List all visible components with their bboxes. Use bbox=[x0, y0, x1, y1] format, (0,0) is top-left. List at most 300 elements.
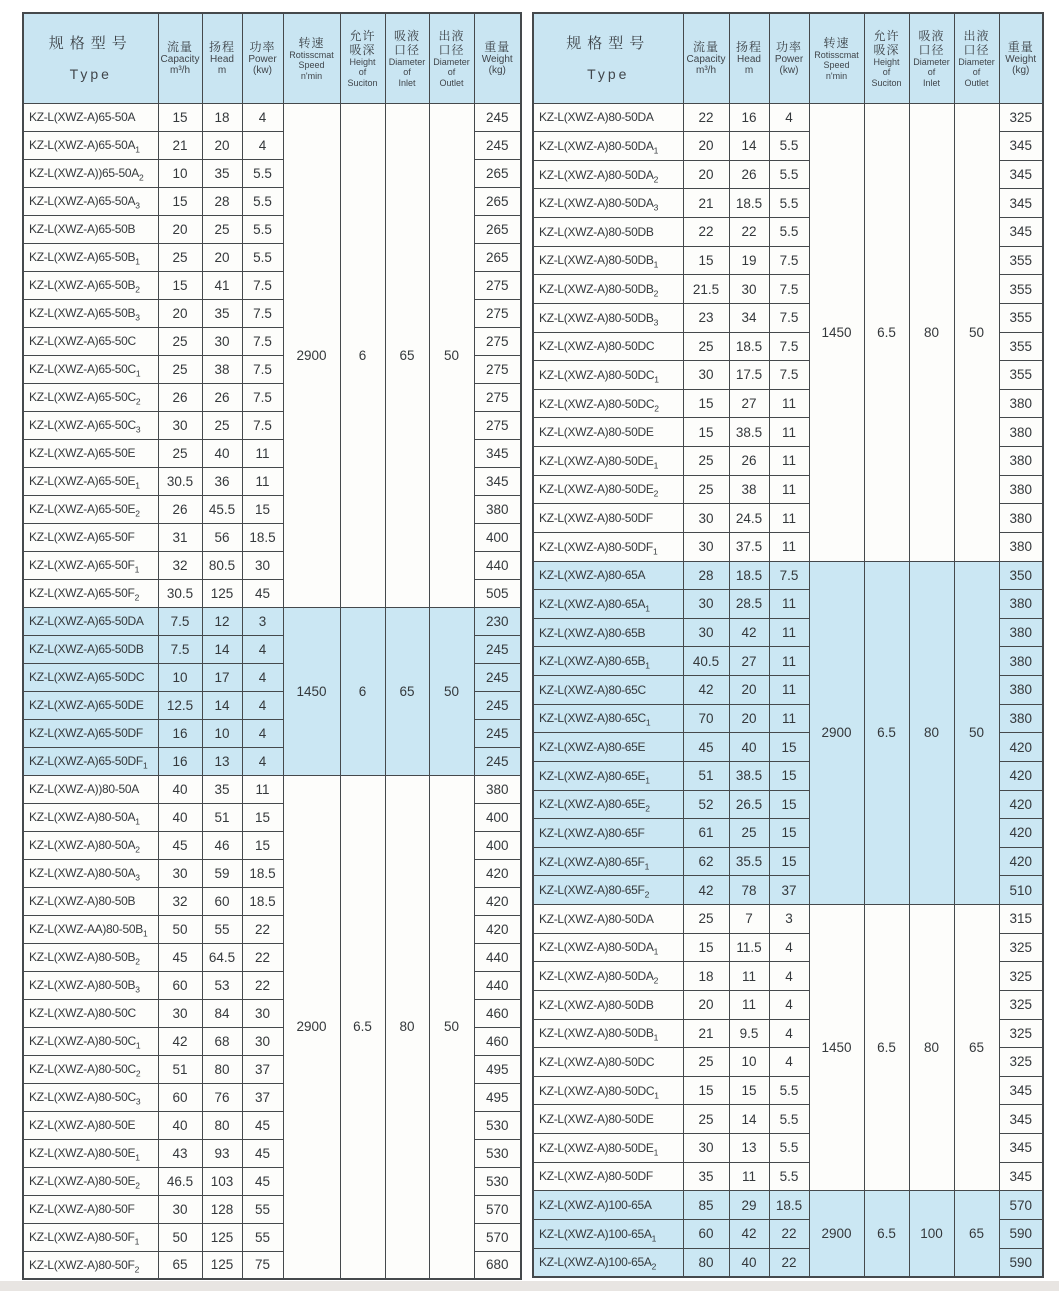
outlet-diameter-cell: 50 bbox=[429, 775, 474, 1279]
weight-cell: 355 bbox=[999, 275, 1043, 304]
head-cell: 27 bbox=[729, 647, 769, 676]
head-cell: 20 bbox=[202, 243, 242, 271]
model-subscript: 2 bbox=[135, 284, 140, 295]
outlet-diameter-cell: 50 bbox=[429, 607, 474, 775]
weight-cell: 440 bbox=[474, 971, 521, 999]
model-text: KZ-L(XWZ-A)80-50DE bbox=[539, 453, 654, 468]
model-text: KZ-L(XWZ-A)65-50DC bbox=[29, 670, 145, 684]
head-cell: 38 bbox=[729, 475, 769, 504]
weight-cell: 680 bbox=[474, 1251, 521, 1279]
head-cell: 16 bbox=[729, 103, 769, 132]
model-cell bbox=[23, 1223, 158, 1251]
model-cell bbox=[23, 551, 158, 579]
model-text: KZ-L(XWZ-A)80-50E bbox=[29, 1174, 136, 1188]
weight-cell: 245 bbox=[474, 691, 521, 719]
weight-cell: 325 bbox=[999, 962, 1043, 991]
model-text: KZ-L(XWZ-A)80-50C bbox=[29, 1034, 136, 1048]
col-header-capacity-line: Capacity bbox=[686, 53, 726, 65]
model-subscript: 1 bbox=[654, 374, 659, 385]
model-text: KZ-L(XWZ-A)65-50DA bbox=[29, 614, 144, 628]
header-row bbox=[533, 13, 1043, 103]
capacity-cell: 30.5 bbox=[158, 467, 202, 495]
model-text: KZ-L(XWZ-A)80-65C bbox=[539, 682, 646, 697]
capacity-cell: 15 bbox=[683, 389, 729, 418]
inlet-diameter-cell: 80 bbox=[909, 561, 954, 905]
col-header-outlet-diameter-line: Outlet bbox=[964, 77, 989, 88]
col-header-inlet-diameter-line: Diameter bbox=[388, 56, 426, 67]
col-header-speed-line: 转速 bbox=[298, 35, 325, 50]
model-text: KZ-L(XWZ-A)80-50DE bbox=[539, 1112, 654, 1127]
weight-cell: 495 bbox=[474, 1083, 521, 1111]
col-header-suction-height-line: 允许 bbox=[349, 28, 376, 43]
model-subscript: 3 bbox=[653, 202, 659, 213]
head-cell: 35.5 bbox=[729, 847, 769, 876]
head-cell: 24.5 bbox=[729, 504, 769, 533]
power-cell: 22 bbox=[242, 915, 283, 943]
model-cell bbox=[533, 447, 683, 476]
model-text: KZ-L(XWZ-A)65-50A bbox=[29, 194, 136, 208]
col-header-inlet-diameter-line: 吸液 bbox=[393, 28, 420, 43]
capacity-cell: 42 bbox=[683, 676, 729, 705]
model-cell bbox=[23, 943, 158, 971]
capacity-cell: 30 bbox=[158, 411, 202, 439]
head-cell: 78 bbox=[729, 876, 769, 905]
table-header bbox=[23, 13, 521, 103]
model-text: KZ-L(XWZ-A)80-50DC bbox=[539, 1054, 655, 1069]
head-cell: 22 bbox=[729, 218, 769, 247]
model-subscript: 2 bbox=[135, 1180, 140, 1191]
col-header-head-line: 扬程 bbox=[735, 39, 762, 54]
power-cell: 18.5 bbox=[242, 887, 283, 915]
model-cell bbox=[533, 819, 683, 848]
col-header-inlet-diameter bbox=[385, 13, 429, 103]
col-header-head-line: 扬程 bbox=[208, 39, 235, 54]
capacity-cell: 7.5 bbox=[158, 607, 202, 635]
power-cell: 4 bbox=[769, 1048, 809, 1077]
weight-cell: 400 bbox=[474, 803, 521, 831]
power-cell: 55 bbox=[242, 1223, 283, 1251]
model-subscript: 1 bbox=[652, 546, 658, 557]
model-cell bbox=[23, 803, 158, 831]
head-cell: 37.5 bbox=[729, 532, 769, 561]
model-text: KZ-L(XWZ-A)65-50C bbox=[29, 362, 136, 376]
power-cell: 4 bbox=[242, 635, 283, 663]
model-cell bbox=[533, 160, 683, 189]
weight-cell: 345 bbox=[999, 1162, 1043, 1191]
col-header-capacity-line: m³/h bbox=[170, 65, 190, 77]
col-header-inlet-diameter-line: Inlet bbox=[922, 77, 940, 88]
model-subscript: 1 bbox=[645, 717, 651, 728]
weight-cell: 275 bbox=[474, 327, 521, 355]
model-text: KZ-L(XWZ-A)65-50A bbox=[29, 138, 136, 152]
head-cell: 59 bbox=[202, 859, 242, 887]
power-cell: 55 bbox=[242, 1195, 283, 1223]
head-cell: 125 bbox=[202, 1251, 242, 1279]
model-text: KZ-L(XWZ-A)65-50F bbox=[29, 558, 135, 572]
head-cell: 11 bbox=[729, 962, 769, 991]
power-cell: 18.5 bbox=[242, 859, 283, 887]
model-cell bbox=[533, 218, 683, 247]
head-cell: 11.5 bbox=[729, 933, 769, 962]
model-cell bbox=[23, 467, 158, 495]
model-text: KZ-L(XWZ-A)80-50C bbox=[29, 1006, 136, 1020]
weight-cell: 380 bbox=[999, 590, 1043, 619]
table-row bbox=[533, 905, 1043, 934]
suction-height-cell: 6.5 bbox=[864, 561, 909, 905]
inlet-diameter-cell: 80 bbox=[909, 905, 954, 1191]
power-cell: 11 bbox=[769, 618, 809, 647]
model-text: KZ-L(XWZ-A)65-50DE bbox=[29, 698, 144, 712]
capacity-cell: 15 bbox=[683, 1076, 729, 1105]
weight-cell: 345 bbox=[474, 439, 521, 467]
head-cell: 40 bbox=[729, 733, 769, 762]
power-cell: 4 bbox=[242, 719, 283, 747]
weight-cell: 380 bbox=[999, 418, 1043, 447]
power-cell: 45 bbox=[242, 1167, 283, 1195]
capacity-cell: 42 bbox=[158, 1027, 202, 1055]
power-cell: 11 bbox=[242, 467, 283, 495]
model-cell bbox=[23, 103, 158, 131]
model-cell bbox=[533, 847, 683, 876]
col-header-suction-height-line: 吸深 bbox=[349, 42, 376, 57]
weight-cell: 350 bbox=[999, 561, 1043, 590]
col-header-weight-line: Weight bbox=[1005, 53, 1037, 65]
model-cell bbox=[533, 990, 683, 1019]
model-text: KZ-L(XWZ-A)65-50B bbox=[29, 306, 136, 320]
capacity-cell: 20 bbox=[683, 132, 729, 161]
model-cell bbox=[23, 1055, 158, 1083]
model-text: KZ-L(XWZ-A)80-50DA bbox=[539, 167, 654, 182]
capacity-cell: 25 bbox=[158, 355, 202, 383]
power-cell: 7.5 bbox=[769, 303, 809, 332]
capacity-cell: 15 bbox=[683, 246, 729, 275]
model-cell bbox=[23, 775, 158, 803]
col-header-inlet-diameter-line: Diameter bbox=[913, 56, 950, 67]
weight-cell: 590 bbox=[999, 1219, 1043, 1248]
col-header-speed bbox=[809, 13, 864, 103]
capacity-cell: 80 bbox=[683, 1248, 729, 1277]
power-cell: 3 bbox=[242, 607, 283, 635]
model-subscript: 1 bbox=[142, 928, 148, 939]
model-subscript: 1 bbox=[653, 145, 659, 156]
model-cell bbox=[23, 271, 158, 299]
weight-cell: 400 bbox=[474, 523, 521, 551]
model-subscript: 1 bbox=[645, 775, 650, 786]
model-cell bbox=[533, 475, 683, 504]
capacity-cell: 20 bbox=[158, 299, 202, 327]
weight-cell: 245 bbox=[474, 131, 521, 159]
model-text: KZ-L(XWZ-A)100-65A bbox=[539, 1198, 652, 1213]
col-header-outlet-diameter-line: 口径 bbox=[438, 42, 465, 57]
model-text: KZ-L(XWZ-A)80-50DC bbox=[539, 396, 655, 411]
model-text: KZ-L(XWZ-A)80-50DA bbox=[539, 911, 654, 926]
power-cell: 11 bbox=[769, 418, 809, 447]
col-header-outlet-diameter-line: Diameter bbox=[433, 56, 470, 67]
capacity-cell: 30 bbox=[683, 1134, 729, 1163]
col-header-head-line: m bbox=[744, 65, 754, 77]
model-subscript: 1 bbox=[135, 816, 140, 827]
model-text: KZ-L(XWZ-A)80-50F bbox=[29, 1230, 135, 1244]
model-text: KZ-L(XWZ-A)80-50DE bbox=[539, 425, 654, 440]
col-header-type-line: 规格型号 bbox=[566, 34, 651, 52]
model-subscript: 2 bbox=[644, 889, 650, 900]
head-cell: 35 bbox=[202, 775, 242, 803]
power-cell: 15 bbox=[242, 831, 283, 859]
col-header-weight-line: (kg) bbox=[488, 65, 506, 77]
capacity-cell: 51 bbox=[683, 761, 729, 790]
col-header-power-line: (kw) bbox=[253, 65, 272, 77]
model-text: KZ-L(XWZ-A)80-50B bbox=[29, 950, 136, 964]
model-cell bbox=[23, 187, 158, 215]
capacity-cell: 22 bbox=[683, 103, 729, 132]
model-cell bbox=[533, 1019, 683, 1048]
model-cell bbox=[23, 383, 158, 411]
capacity-cell: 30 bbox=[683, 532, 729, 561]
weight-cell: 380 bbox=[474, 495, 521, 523]
model-subscript: 1 bbox=[134, 564, 140, 575]
head-cell: 80 bbox=[202, 1055, 242, 1083]
power-cell: 15 bbox=[769, 733, 809, 762]
head-cell: 35 bbox=[202, 299, 242, 327]
power-cell: 5.5 bbox=[769, 1134, 809, 1163]
power-cell: 7.5 bbox=[242, 327, 283, 355]
model-cell bbox=[533, 1134, 683, 1163]
power-cell: 15 bbox=[769, 847, 809, 876]
model-text: KZ-L(XWZ-A)65-50F bbox=[29, 586, 135, 600]
weight-cell: 325 bbox=[999, 933, 1043, 962]
capacity-cell: 21.5 bbox=[683, 275, 729, 304]
speed-cell: 2900 bbox=[283, 103, 340, 607]
weight-cell: 460 bbox=[474, 999, 521, 1027]
col-header-power-line: Power bbox=[774, 53, 804, 65]
head-cell: 18 bbox=[202, 103, 242, 131]
head-cell: 26.5 bbox=[729, 790, 769, 819]
power-cell: 4 bbox=[242, 747, 283, 775]
model-cell bbox=[533, 332, 683, 361]
weight-cell: 345 bbox=[999, 132, 1043, 161]
table-body bbox=[533, 103, 1043, 1277]
model-cell bbox=[533, 876, 683, 905]
weight-cell: 420 bbox=[999, 819, 1043, 848]
power-cell: 7.5 bbox=[242, 383, 283, 411]
model-cell bbox=[23, 747, 158, 775]
col-header-speed-line: Speed bbox=[298, 60, 325, 70]
col-header-weight bbox=[474, 13, 521, 103]
power-cell: 4 bbox=[242, 663, 283, 691]
model-text: KZ-L(XWZ-A))80-50A bbox=[29, 782, 139, 796]
model-text: KZ-L(XWZ-A)80-50F bbox=[29, 1257, 135, 1272]
head-cell: 10 bbox=[202, 719, 242, 747]
model-cell bbox=[23, 215, 158, 243]
model-subscript: 2 bbox=[135, 1068, 141, 1079]
head-cell: 10 bbox=[729, 1048, 769, 1077]
model-text: KZ-L(XWZ-A)65-50C bbox=[29, 390, 136, 404]
weight-cell: 325 bbox=[999, 1048, 1043, 1077]
capacity-cell: 15 bbox=[683, 933, 729, 962]
capacity-cell: 18 bbox=[683, 962, 729, 991]
model-subscript: 1 bbox=[653, 460, 659, 471]
inlet-diameter-cell: 65 bbox=[385, 103, 429, 607]
weight-cell: 570 bbox=[474, 1223, 521, 1251]
capacity-cell: 61 bbox=[683, 819, 729, 848]
model-cell bbox=[23, 635, 158, 663]
model-subscript: 1 bbox=[653, 1032, 659, 1043]
model-text: KZ-L(XWZ-A)65-50DF bbox=[29, 754, 143, 768]
model-cell bbox=[23, 719, 158, 747]
head-cell: 29 bbox=[729, 1191, 769, 1220]
outlet-diameter-cell: 50 bbox=[429, 103, 474, 607]
suction-height-cell: 6 bbox=[340, 103, 385, 607]
model-text: KZ-L(XWZ-A)80-50DF bbox=[539, 511, 653, 526]
model-subscript: 1 bbox=[651, 1233, 657, 1244]
capacity-cell: 46.5 bbox=[158, 1167, 202, 1195]
model-subscript: 1 bbox=[142, 760, 148, 771]
head-cell: 80 bbox=[202, 1111, 242, 1139]
col-header-power bbox=[242, 13, 283, 103]
capacity-cell: 20 bbox=[683, 990, 729, 1019]
power-cell: 5.5 bbox=[242, 159, 283, 187]
model-subscript: 3 bbox=[135, 312, 140, 323]
model-text: KZ-L(XWZ-AA)80-50B bbox=[29, 922, 143, 936]
model-text: KZ-L(XWZ-A)80-50F bbox=[29, 1202, 135, 1216]
power-cell: 7.5 bbox=[769, 332, 809, 361]
capacity-cell: 25 bbox=[683, 1105, 729, 1134]
model-subscript: 1 bbox=[654, 1089, 659, 1100]
model-cell bbox=[533, 962, 683, 991]
model-cell bbox=[533, 389, 683, 418]
power-cell: 7.5 bbox=[242, 411, 283, 439]
model-cell bbox=[23, 411, 158, 439]
inlet-diameter-cell: 80 bbox=[909, 103, 954, 561]
model-text: KZ-L(XWZ-A)100-65A bbox=[539, 1226, 652, 1241]
model-cell bbox=[533, 1105, 683, 1134]
power-cell: 11 bbox=[769, 704, 809, 733]
head-cell: 25 bbox=[729, 819, 769, 848]
col-header-outlet-diameter-line: Outlet bbox=[439, 77, 464, 88]
outlet-diameter-cell: 50 bbox=[954, 561, 999, 905]
capacity-cell: 21 bbox=[683, 1019, 729, 1048]
head-cell: 14 bbox=[729, 132, 769, 161]
model-cell bbox=[533, 647, 683, 676]
model-cell bbox=[533, 532, 683, 561]
model-cell bbox=[23, 1111, 158, 1139]
model-text: KZ-L(XWZ-A)65-50E bbox=[29, 446, 136, 460]
model-subscript: 3 bbox=[135, 424, 141, 435]
capacity-cell: 15 bbox=[683, 418, 729, 447]
head-cell: 18.5 bbox=[729, 189, 769, 218]
model-cell bbox=[533, 418, 683, 447]
col-header-power-line: Power bbox=[248, 53, 277, 65]
weight-cell: 245 bbox=[474, 747, 521, 775]
capacity-cell: 20 bbox=[683, 160, 729, 189]
model-cell bbox=[533, 590, 683, 619]
model-text: KZ-L(XWZ-A)80-50DC bbox=[539, 339, 655, 354]
weight-cell: 440 bbox=[474, 943, 521, 971]
model-text: KZ-L(XWZ-A)80-65E bbox=[539, 768, 646, 783]
power-cell: 7.5 bbox=[242, 355, 283, 383]
weight-cell: 325 bbox=[999, 990, 1043, 1019]
model-cell bbox=[533, 676, 683, 705]
head-cell: 14 bbox=[202, 691, 242, 719]
table-row bbox=[23, 775, 521, 803]
col-header-suction-height bbox=[864, 13, 909, 103]
speed-cell: 1450 bbox=[809, 103, 864, 561]
col-header-inlet-diameter-line: 吸液 bbox=[918, 28, 945, 43]
model-subscript: 1 bbox=[645, 603, 650, 614]
model-text: KZ-L(XWZ-A)65-50B bbox=[29, 278, 136, 292]
model-text: KZ-L(XWZ-A)80-50DC bbox=[539, 1083, 655, 1098]
head-cell: 17 bbox=[202, 663, 242, 691]
capacity-cell: 60 bbox=[683, 1219, 729, 1248]
suction-height-cell: 6.5 bbox=[864, 905, 909, 1191]
capacity-cell: 25 bbox=[158, 327, 202, 355]
capacity-cell: 28 bbox=[683, 561, 729, 590]
capacity-cell: 30 bbox=[158, 1195, 202, 1223]
outlet-diameter-cell: 50 bbox=[954, 103, 999, 561]
power-cell: 5.5 bbox=[242, 215, 283, 243]
col-header-outlet-diameter bbox=[954, 13, 999, 103]
col-header-suction-height-line: Suciton bbox=[871, 77, 902, 88]
model-text: KZ-L(XWZ-A)80-65F bbox=[539, 825, 645, 840]
capacity-cell: 40 bbox=[158, 803, 202, 831]
power-cell: 7.5 bbox=[769, 246, 809, 275]
capacity-cell: 20 bbox=[158, 215, 202, 243]
model-text: KZ-L(XWZ-A)80-50C bbox=[29, 1062, 136, 1076]
head-cell: 11 bbox=[729, 1162, 769, 1191]
weight-cell: 400 bbox=[474, 831, 521, 859]
col-header-weight-line: 重量 bbox=[1007, 39, 1034, 54]
table-header bbox=[533, 13, 1043, 103]
model-cell bbox=[533, 1219, 683, 1248]
capacity-cell: 51 bbox=[158, 1055, 202, 1083]
col-header-head bbox=[729, 13, 769, 103]
col-header-power-line: (kw) bbox=[779, 65, 799, 77]
header-row bbox=[23, 13, 521, 103]
model-cell bbox=[23, 439, 158, 467]
model-subscript: 2 bbox=[653, 975, 659, 986]
power-cell: 4 bbox=[242, 691, 283, 719]
col-header-outlet-diameter-line: 口径 bbox=[963, 42, 990, 57]
col-header-outlet-diameter-line: 出液 bbox=[438, 28, 465, 43]
model-text: KZ-L(XWZ-A)80-50B bbox=[29, 894, 136, 908]
weight-cell: 380 bbox=[999, 647, 1043, 676]
model-text: KZ-L(XWZ-A)80-65E bbox=[539, 797, 646, 812]
weight-cell: 265 bbox=[474, 215, 521, 243]
head-cell: 17.5 bbox=[729, 361, 769, 390]
model-cell bbox=[533, 733, 683, 762]
weight-cell: 245 bbox=[474, 719, 521, 747]
model-text: KZ-L(XWZ-A)80-65C bbox=[539, 711, 646, 726]
model-subscript: 1 bbox=[135, 1040, 141, 1051]
head-cell: 46 bbox=[202, 831, 242, 859]
head-cell: 25 bbox=[202, 215, 242, 243]
model-cell bbox=[533, 1162, 683, 1191]
model-cell bbox=[533, 1191, 683, 1220]
power-cell: 11 bbox=[242, 775, 283, 803]
model-subscript: 2 bbox=[654, 402, 659, 413]
table-row bbox=[533, 1191, 1043, 1220]
model-cell bbox=[533, 189, 683, 218]
col-header-speed-line: n'min bbox=[825, 70, 848, 81]
weight-cell: 530 bbox=[474, 1139, 521, 1167]
head-cell: 51 bbox=[202, 803, 242, 831]
model-cell bbox=[533, 303, 683, 332]
col-header-speed-line: n'min bbox=[300, 70, 323, 81]
power-cell: 11 bbox=[242, 439, 283, 467]
head-cell: 103 bbox=[202, 1167, 242, 1195]
capacity-cell: 30 bbox=[683, 618, 729, 647]
col-header-outlet-diameter-line: of bbox=[972, 67, 981, 77]
